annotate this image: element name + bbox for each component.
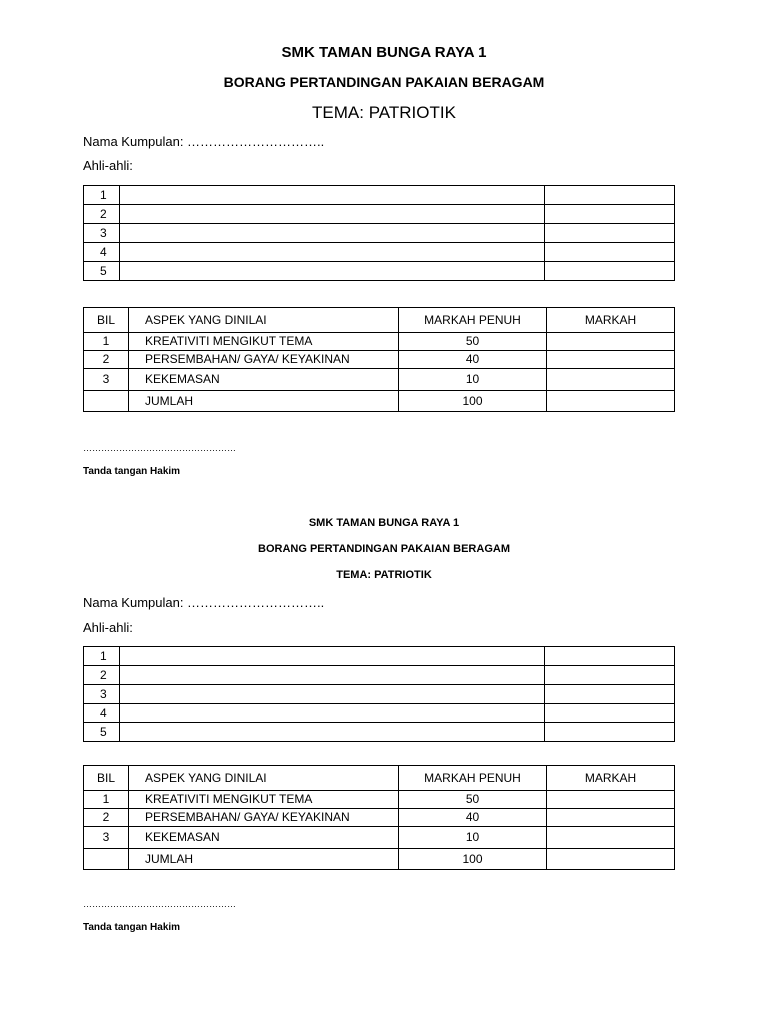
member-row — [84, 685, 675, 704]
members-label: Ahli-ahli: — [83, 620, 133, 635]
header-mark: MARKAH — [547, 766, 675, 791]
header-aspect: ASPEK YANG DINILAI — [129, 308, 399, 333]
row-full-mark: 40 — [399, 351, 547, 369]
row-mark-cell[interactable] — [547, 827, 675, 849]
scores-table — [83, 307, 675, 412]
row-mark-cell[interactable] — [547, 333, 675, 351]
member-extra-cell[interactable] — [545, 186, 675, 205]
school-name: SMK TAMAN BUNGA RAYA 1 — [281, 44, 487, 61]
form-title: BORANG PERTANDINGAN PAKAIAN BERAGAM — [223, 74, 545, 90]
member-row — [84, 186, 675, 205]
row-bil: 3 — [84, 369, 129, 391]
score-row — [84, 333, 675, 351]
row-bil: 2 — [84, 809, 129, 827]
member-number: 1 — [84, 647, 120, 666]
header-mark: MARKAH — [547, 308, 675, 333]
member-extra-cell[interactable] — [545, 704, 675, 723]
row-aspect: KREATIVITI MENGIKUT TEMA — [129, 791, 399, 809]
row-aspect: PERSEMBAHAN/ GAYA/ KEYAKINAN — [129, 809, 399, 827]
row-full-mark: 10 — [399, 369, 547, 391]
member-extra-cell[interactable] — [545, 243, 675, 262]
row-aspect: PERSEMBAHAN/ GAYA/ KEYAKINAN — [129, 351, 399, 369]
member-extra-cell[interactable] — [545, 205, 675, 224]
header-bil: BIL — [84, 766, 129, 791]
score-row — [84, 351, 675, 369]
total-mark-cell[interactable] — [547, 391, 675, 412]
member-row — [84, 666, 675, 685]
member-row — [84, 723, 675, 742]
row-full-mark: 10 — [399, 827, 547, 849]
row-full-mark: 100 — [399, 849, 547, 870]
row-aspect: KEKEMASAN — [129, 369, 399, 391]
theme-title: TEMA: PATRIOTIK — [336, 569, 432, 581]
member-name-cell[interactable] — [120, 224, 545, 243]
member-name-cell[interactable] — [120, 704, 545, 723]
score-total-row — [84, 391, 675, 412]
school-name: SMK TAMAN BUNGA RAYA 1 — [308, 517, 460, 529]
row-aspect: KREATIVITI MENGIKUT TEMA — [129, 333, 399, 351]
member-extra-cell[interactable] — [545, 685, 675, 704]
group-name-field[interactable]: Nama Kumpulan: ………………………….. — [83, 134, 325, 149]
theme-title: TEMA: PATRIOTIK — [312, 103, 456, 122]
member-row — [84, 205, 675, 224]
form-title: BORANG PERTANDINGAN PAKAIAN BERAGAM — [258, 543, 510, 555]
member-name-cell[interactable] — [120, 186, 545, 205]
member-name-cell[interactable] — [120, 262, 545, 281]
scores-header-row — [84, 308, 675, 333]
row-full-mark: 50 — [399, 791, 547, 809]
row-full-mark: 50 — [399, 333, 547, 351]
member-row — [84, 262, 675, 281]
score-row — [84, 791, 675, 809]
member-name-cell[interactable] — [120, 685, 545, 704]
members-label: Ahli-ahli: — [83, 158, 133, 173]
scores-header-row — [84, 766, 675, 791]
signature-label: Tanda tangan Hakim — [83, 922, 181, 933]
members-table — [83, 646, 675, 742]
score-row — [84, 827, 675, 849]
row-bil: 2 — [84, 351, 129, 369]
member-row — [84, 243, 675, 262]
row-aspect: JUMLAH — [129, 391, 399, 412]
header-bil: BIL — [84, 308, 129, 333]
score-row — [84, 809, 675, 827]
row-full-mark: 100 — [399, 391, 547, 412]
member-number: 5 — [84, 723, 120, 742]
row-mark-cell[interactable] — [547, 369, 675, 391]
member-number: 4 — [84, 243, 120, 262]
member-extra-cell[interactable] — [545, 647, 675, 666]
row-bil — [84, 391, 129, 412]
member-number: 3 — [84, 224, 120, 243]
row-mark-cell[interactable] — [547, 791, 675, 809]
total-mark-cell[interactable] — [547, 849, 675, 870]
header-full-mark: MARKAH PENUH — [399, 766, 547, 791]
signature-line[interactable]: …………………………………………… — [83, 443, 236, 453]
row-aspect: JUMLAH — [129, 849, 399, 870]
member-extra-cell[interactable] — [545, 262, 675, 281]
score-row — [84, 369, 675, 391]
member-name-cell[interactable] — [120, 723, 545, 742]
row-bil — [84, 849, 129, 870]
member-row — [84, 224, 675, 243]
row-bil: 1 — [84, 333, 129, 351]
score-total-row — [84, 849, 675, 870]
member-name-cell[interactable] — [120, 205, 545, 224]
member-row — [84, 647, 675, 666]
members-table — [83, 185, 675, 281]
member-number: 2 — [84, 205, 120, 224]
member-extra-cell[interactable] — [545, 666, 675, 685]
member-row — [84, 704, 675, 723]
header-aspect: ASPEK YANG DINILAI — [129, 766, 399, 791]
member-extra-cell[interactable] — [545, 723, 675, 742]
group-name-field[interactable]: Nama Kumpulan: ………………………….. — [83, 595, 325, 610]
member-name-cell[interactable] — [120, 243, 545, 262]
member-name-cell[interactable] — [120, 647, 545, 666]
row-full-mark: 40 — [399, 809, 547, 827]
member-name-cell[interactable] — [120, 666, 545, 685]
row-mark-cell[interactable] — [547, 351, 675, 369]
member-number: 3 — [84, 685, 120, 704]
member-number: 2 — [84, 666, 120, 685]
header-full-mark: MARKAH PENUH — [399, 308, 547, 333]
member-number: 1 — [84, 186, 120, 205]
member-extra-cell[interactable] — [545, 224, 675, 243]
row-mark-cell[interactable] — [547, 809, 675, 827]
row-bil: 1 — [84, 791, 129, 809]
row-aspect: KEKEMASAN — [129, 827, 399, 849]
scores-table — [83, 765, 675, 870]
signature-line[interactable]: …………………………………………… — [83, 899, 236, 909]
row-bil: 3 — [84, 827, 129, 849]
member-number: 5 — [84, 262, 120, 281]
signature-label: Tanda tangan Hakim — [83, 466, 181, 477]
member-number: 4 — [84, 704, 120, 723]
